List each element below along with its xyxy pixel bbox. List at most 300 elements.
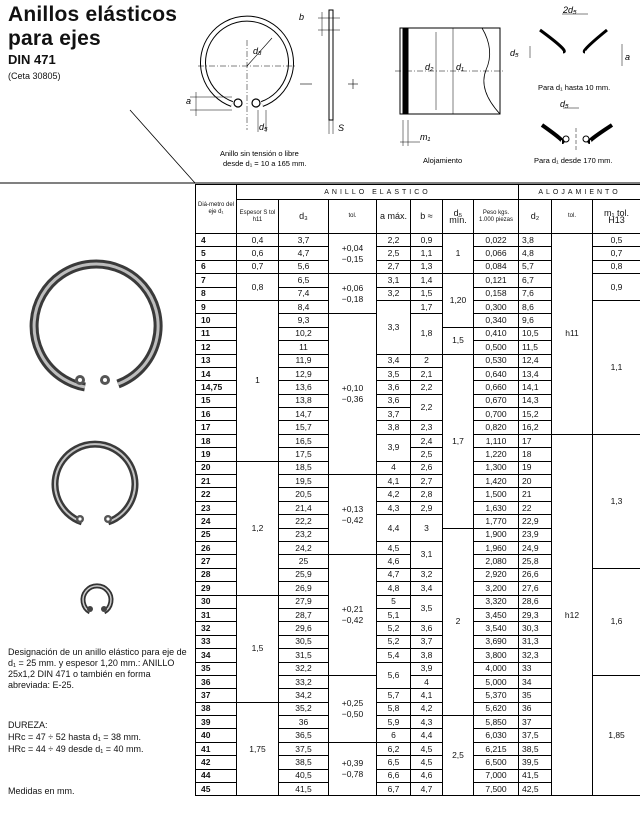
cell-b: 0,9 <box>411 234 443 247</box>
cell-b: 3,8 <box>411 649 443 662</box>
cell-a: 4,5 <box>377 541 411 554</box>
cell-d2: 25,8 <box>519 555 552 568</box>
cell-weight: 0,066 <box>474 247 519 260</box>
label-d5-large: d₅ <box>560 99 569 109</box>
cell-b: 1,8 <box>411 314 443 354</box>
cell-d3: 7,4 <box>279 287 329 300</box>
cell-d1: 19 <box>196 448 237 461</box>
cell-a: 3,3 <box>377 300 411 354</box>
header-d5: d₅ mín. <box>443 200 474 234</box>
cell-d2: 4,8 <box>519 247 552 260</box>
cell-b: 4,4 <box>411 729 443 742</box>
cell-d2: 33 <box>519 662 552 675</box>
cell-a: 5,2 <box>377 622 411 635</box>
cell-a: 2,7 <box>377 260 411 273</box>
cell-b: 3,9 <box>411 662 443 675</box>
cell-d1: 11 <box>196 327 237 340</box>
spec-table-body <box>196 234 640 796</box>
cell-d3: 6,5 <box>279 274 329 287</box>
cell-d2: 20 <box>519 475 552 488</box>
cell-m1: 1,85 <box>593 675 640 796</box>
cell-a: 3,6 <box>377 381 411 394</box>
cell-d3: 4,7 <box>279 247 329 260</box>
cell-b: 4,7 <box>411 783 443 796</box>
cell-d2: 41,5 <box>519 769 552 782</box>
cell-weight: 5,850 <box>474 716 519 729</box>
cell-d2: 8,6 <box>519 300 552 313</box>
cell-weight: 6,500 <box>474 756 519 769</box>
cell-d1: 38 <box>196 702 237 715</box>
cell-d3: 10,2 <box>279 327 329 340</box>
cell-d2: 35 <box>519 689 552 702</box>
cell-d3: 29,6 <box>279 622 329 635</box>
cell-b: 2,6 <box>411 461 443 474</box>
header-weight: Peso kgs. 1.000 piezas <box>474 200 519 234</box>
cell-m1: 1,6 <box>593 568 640 675</box>
title-line-1: Anillos elásticos <box>8 3 178 26</box>
cell-d3: 33,2 <box>279 675 329 688</box>
cell-a: 3,7 <box>377 408 411 421</box>
cell-d1: 16 <box>196 408 237 421</box>
ring-free-drawing <box>190 10 358 134</box>
header-housing: ALOJAMIENTO <box>519 185 640 200</box>
cell-d2: 12,4 <box>519 354 552 367</box>
cell-a: 4,4 <box>377 515 411 542</box>
cell-a: 4,1 <box>377 475 411 488</box>
cell-a: 4,8 <box>377 582 411 595</box>
cell-d1: 33 <box>196 635 237 648</box>
label-a: a <box>186 96 192 106</box>
cell-d1: 37 <box>196 689 237 702</box>
cell-b: 1,4 <box>411 274 443 287</box>
cell-weight: 5,000 <box>474 675 519 688</box>
cell-d2: 28,6 <box>519 595 552 608</box>
cell-d2: 22 <box>519 501 552 514</box>
cell-thickness: 0,4 <box>237 234 279 247</box>
label-b: b <box>299 12 305 22</box>
cell-b: 2,3 <box>411 421 443 434</box>
cell-d2: 21 <box>519 488 552 501</box>
header-d3: d₃ <box>279 200 329 234</box>
cell-d1: 42 <box>196 756 237 769</box>
cell-d1: 24 <box>196 515 237 528</box>
cell-a: 5 <box>377 595 411 608</box>
cell-tol: +0,39 −0,78 <box>329 742 377 796</box>
cell-a: 2,5 <box>377 247 411 260</box>
cell-b: 4 <box>411 675 443 688</box>
cell-d2: 37,5 <box>519 729 552 742</box>
cell-d3: 34,2 <box>279 689 329 702</box>
cell-b: 2,7 <box>411 475 443 488</box>
cell-a: 5,9 <box>377 716 411 729</box>
cell-a: 5,8 <box>377 702 411 715</box>
cell-d2: 30,3 <box>519 622 552 635</box>
cell-weight: 7,000 <box>474 769 519 782</box>
cell-d1: 41 <box>196 742 237 755</box>
cell-d1: 13 <box>196 354 237 367</box>
cell-d1: 7 <box>196 274 237 287</box>
cell-weight: 7,500 <box>474 783 519 796</box>
cell-m1: 1,1 <box>593 300 640 434</box>
cell-d3: 22,2 <box>279 515 329 528</box>
cell-a: 5,6 <box>377 662 411 689</box>
cell-b: 4,5 <box>411 742 443 755</box>
cell-m1: 0,9 <box>593 274 640 301</box>
cell-a: 4,7 <box>377 568 411 581</box>
cell-weight: 1,220 <box>474 448 519 461</box>
header-thickness: Espesor S tol h11 <box>237 200 279 234</box>
cell-d3: 12,9 <box>279 367 329 380</box>
cell-b: 3,1 <box>411 541 443 568</box>
cell-d2: 15,2 <box>519 408 552 421</box>
small-ring-photo <box>83 586 111 612</box>
cell-b: 3,4 <box>411 582 443 595</box>
cell-weight: 0,820 <box>474 421 519 434</box>
cell-d3: 31,5 <box>279 649 329 662</box>
hardness-line-2: HRc = 44 ÷ 49 desde d₁ = 40 mm. <box>8 744 144 754</box>
cell-d3: 9,3 <box>279 314 329 327</box>
cell-d1: 34 <box>196 649 237 662</box>
cell-d2: 42,5 <box>519 783 552 796</box>
cell-weight: 0,500 <box>474 341 519 354</box>
cell-d3: 13,6 <box>279 381 329 394</box>
header-tol: tol. <box>329 200 377 234</box>
cell-d3: 32,2 <box>279 662 329 675</box>
cell-a: 6,6 <box>377 769 411 782</box>
cell-d1: 28 <box>196 568 237 581</box>
cell-weight: 0,410 <box>474 327 519 340</box>
cell-d1: 25 <box>196 528 237 541</box>
cell-b: 3 <box>411 515 443 542</box>
cell-d2: 38,5 <box>519 742 552 755</box>
cell-d1: 23 <box>196 501 237 514</box>
header-m1: m₁ tol. H13 <box>593 200 640 234</box>
cell-d1: 15 <box>196 394 237 407</box>
cell-d1: 26 <box>196 541 237 554</box>
header-diameter: Diá-metro del eje d₁ <box>196 185 237 234</box>
cell-d3: 40,5 <box>279 769 329 782</box>
cell-b: 1,3 <box>411 260 443 273</box>
designation-note: Designación de un anillo elástico para eje de d₁ = 25 mm. y espesor 1,20 mm.: ANILLO 25x1,2 DIN 471 o también en forma abreviada: E-25. <box>8 647 187 690</box>
table-row <box>196 234 640 247</box>
cell-d3: 18,5 <box>279 461 329 474</box>
cell-d3: 30,5 <box>279 635 329 648</box>
cell-weight: 1,900 <box>474 528 519 541</box>
cell-d3: 28,7 <box>279 608 329 621</box>
cell-b: 2,9 <box>411 501 443 514</box>
cell-d1: 20 <box>196 461 237 474</box>
cell-weight: 0,670 <box>474 394 519 407</box>
cell-d2: 9,6 <box>519 314 552 327</box>
cell-d1: 39 <box>196 716 237 729</box>
cell-d2: 13,4 <box>519 367 552 380</box>
ring-caption-2: desde d₁ = 10 a 165 mm. <box>223 159 307 168</box>
cell-b: 2,8 <box>411 488 443 501</box>
cell-weight: 3,320 <box>474 595 519 608</box>
cell-m1: 0,7 <box>593 247 640 260</box>
cell-d3: 14,7 <box>279 408 329 421</box>
technical-drawings <box>0 0 640 184</box>
cell-tol: +0,21 −0,42 <box>329 555 377 676</box>
cell-a: 4,6 <box>377 555 411 568</box>
cell-d3: 23,2 <box>279 528 329 541</box>
cell-d2: 10,5 <box>519 327 552 340</box>
cell-thickness: 1,2 <box>237 461 279 595</box>
cell-weight: 0,158 <box>474 287 519 300</box>
cell-b: 1,7 <box>411 300 443 313</box>
cell-b: 2,4 <box>411 434 443 447</box>
cell-a: 5,2 <box>377 635 411 648</box>
header-tol2: tol. <box>552 200 593 234</box>
cell-d1: 31 <box>196 608 237 621</box>
cell-d1: 6 <box>196 260 237 273</box>
cell-b: 2,2 <box>411 394 443 421</box>
cell-weight: 1,500 <box>474 488 519 501</box>
cell-weight: 3,450 <box>474 608 519 621</box>
cell-d1: 18 <box>196 434 237 447</box>
hardness-note <box>8 719 188 755</box>
cell-a: 6,5 <box>377 756 411 769</box>
cell-a: 3,5 <box>377 367 411 380</box>
ring-caption-1: Anillo sin tensión o libre <box>220 149 299 158</box>
cell-d2: 7,6 <box>519 287 552 300</box>
housing-drawing <box>395 28 505 146</box>
cell-d2: 34 <box>519 675 552 688</box>
cell-a: 4,3 <box>377 501 411 514</box>
cell-b: 1,1 <box>411 247 443 260</box>
label-a-small: a <box>625 52 631 62</box>
cell-d3: 25,9 <box>279 568 329 581</box>
cell-d2: 36 <box>519 702 552 715</box>
cell-d2: 14,3 <box>519 394 552 407</box>
label-d5-small: d₅ <box>510 48 519 58</box>
cell-d1: 40 <box>196 729 237 742</box>
housing-caption: Alojamiento <box>423 156 463 165</box>
cell-d5: 2,5 <box>443 716 474 796</box>
cell-d2: 29,3 <box>519 608 552 621</box>
cell-d1: 8 <box>196 287 237 300</box>
large-ring-caption: Para d₁ desde 170 mm. <box>534 156 613 165</box>
cell-a: 5,7 <box>377 689 411 702</box>
cell-d2: 18 <box>519 448 552 461</box>
cell-d1: 21 <box>196 475 237 488</box>
cell-d2: 31,3 <box>519 635 552 648</box>
cell-weight: 1,770 <box>474 515 519 528</box>
large-ring-drawing <box>542 108 612 150</box>
cell-tol: +0,10 −0,36 <box>329 314 377 475</box>
title-line-2: para ejes <box>8 27 101 50</box>
cell-d5: 2 <box>443 528 474 715</box>
cell-weight: 5,620 <box>474 702 519 715</box>
cell-d1: 10 <box>196 314 237 327</box>
cell-d1: 5 <box>196 247 237 260</box>
cell-weight: 0,530 <box>474 354 519 367</box>
cell-d3: 35,2 <box>279 702 329 715</box>
cell-thickness: 0,6 <box>237 247 279 260</box>
cell-d3: 3,7 <box>279 234 329 247</box>
large-ring-photo <box>34 264 158 387</box>
cell-a: 3,9 <box>377 434 411 461</box>
cell-weight: 5,370 <box>474 689 519 702</box>
header-b: b ≈ <box>411 200 443 234</box>
small-ring-caption: Para d₁ hasta 10 mm. <box>538 83 611 92</box>
cell-d3: 16,5 <box>279 434 329 447</box>
cell-d3: 20,5 <box>279 488 329 501</box>
cell-a: 4,2 <box>377 488 411 501</box>
cell-d3: 24,2 <box>279 541 329 554</box>
cell-d3: 27,9 <box>279 595 329 608</box>
cell-d3: 37,5 <box>279 742 329 755</box>
cell-b: 2,5 <box>411 448 443 461</box>
cell-d3: 17,5 <box>279 448 329 461</box>
label-d3: d₃ <box>253 46 262 56</box>
cell-thickness: 0,8 <box>237 274 279 301</box>
header-a: a máx. <box>377 200 411 234</box>
cell-d1: 14,75 <box>196 381 237 394</box>
label-d1: d₁ <box>456 62 464 72</box>
cell-weight: 3,540 <box>474 622 519 635</box>
cell-d3: 26,9 <box>279 582 329 595</box>
label-2d5: 2d₅ <box>563 5 577 15</box>
cell-weight: 6,215 <box>474 742 519 755</box>
cell-weight: 0,660 <box>474 381 519 394</box>
cell-weight: 1,300 <box>474 461 519 474</box>
cell-b: 4,3 <box>411 716 443 729</box>
cell-a: 5,1 <box>377 608 411 621</box>
cell-weight: 0,084 <box>474 260 519 273</box>
cell-d2: 37 <box>519 716 552 729</box>
cell-a: 6,7 <box>377 783 411 796</box>
cell-d3: 15,7 <box>279 421 329 434</box>
cell-weight: 3,800 <box>474 649 519 662</box>
cell-a: 3,6 <box>377 394 411 407</box>
cell-d1: 14 <box>196 367 237 380</box>
cell-weight: 0,300 <box>474 300 519 313</box>
cell-m1: 1,3 <box>593 434 640 568</box>
label-m1: m₁ <box>420 132 431 142</box>
cell-a: 3,1 <box>377 274 411 287</box>
cell-b: 4,5 <box>411 756 443 769</box>
cell-a: 3,4 <box>377 354 411 367</box>
cell-weight: 0,340 <box>474 314 519 327</box>
leader-line <box>130 110 195 183</box>
cell-d2: 27,6 <box>519 582 552 595</box>
cell-b: 1,5 <box>411 287 443 300</box>
cell-b: 3,6 <box>411 622 443 635</box>
cell-thickness: 1 <box>237 300 279 461</box>
medium-ring-photo <box>55 444 135 523</box>
cell-weight: 1,960 <box>474 541 519 554</box>
cell-a: 2,2 <box>377 234 411 247</box>
cell-d2: 19 <box>519 461 552 474</box>
cell-d3: 25 <box>279 555 329 568</box>
cell-thickness: 1,75 <box>237 702 279 796</box>
cell-d1: 27 <box>196 555 237 568</box>
cell-d3: 11,9 <box>279 354 329 367</box>
small-ring-drawing <box>530 14 622 66</box>
cell-d1: 44 <box>196 769 237 782</box>
cell-d1: 17 <box>196 421 237 434</box>
cell-m1: 0,5 <box>593 234 640 247</box>
cell-weight: 0,700 <box>474 408 519 421</box>
cell-a: 6 <box>377 729 411 742</box>
cell-d1: 35 <box>196 662 237 675</box>
cell-tol: +0,25 −0,50 <box>329 675 377 742</box>
cell-weight: 0,640 <box>474 367 519 380</box>
cell-d1: 30 <box>196 595 237 608</box>
label-s: S <box>338 123 345 133</box>
cell-a: 3,2 <box>377 287 411 300</box>
spec-table <box>195 184 640 796</box>
cell-d2: 17 <box>519 434 552 447</box>
header-d2: d₂ <box>519 200 552 234</box>
cell-weight: 0,022 <box>474 234 519 247</box>
cell-b: 3,7 <box>411 635 443 648</box>
cell-d5: 1 <box>443 234 474 274</box>
cell-d5: 1,20 <box>443 274 474 328</box>
cell-tol: +0,13 −0,42 <box>329 475 377 555</box>
cell-d1: 22 <box>196 488 237 501</box>
cell-weight: 2,080 <box>474 555 519 568</box>
cell-weight: 3,690 <box>474 635 519 648</box>
cell-d5: 1,7 <box>443 354 474 528</box>
cell-weight: 3,200 <box>474 582 519 595</box>
cell-tol2: h12 <box>552 434 593 796</box>
cell-d2: 3,8 <box>519 234 552 247</box>
cell-b: 3,2 <box>411 568 443 581</box>
cell-d1: 4 <box>196 234 237 247</box>
cell-b: 4,6 <box>411 769 443 782</box>
cell-d2: 24,9 <box>519 541 552 554</box>
cell-d2: 26,6 <box>519 568 552 581</box>
units-note: Medidas en mm. <box>8 786 75 796</box>
cell-d1: 29 <box>196 582 237 595</box>
cell-weight: 1,110 <box>474 434 519 447</box>
cell-d2: 11,5 <box>519 341 552 354</box>
cell-weight: 4,000 <box>474 662 519 675</box>
cell-d2: 32,3 <box>519 649 552 662</box>
cell-m1: 0,8 <box>593 260 640 273</box>
cell-weight: 6,030 <box>474 729 519 742</box>
cell-b: 2,2 <box>411 381 443 394</box>
cell-d3: 38,5 <box>279 756 329 769</box>
cell-d2: 5,7 <box>519 260 552 273</box>
ring-photos <box>0 184 195 644</box>
cell-weight: 2,920 <box>474 568 519 581</box>
hardness-line-1: HRc = 47 ÷ 52 hasta d₁ = 38 mm. <box>8 732 142 742</box>
cell-d1: 32 <box>196 622 237 635</box>
cell-b: 2,1 <box>411 367 443 380</box>
cell-d3: 36,5 <box>279 729 329 742</box>
cell-d3: 19,5 <box>279 475 329 488</box>
cell-weight: 0,121 <box>474 274 519 287</box>
cell-d3: 21,4 <box>279 501 329 514</box>
cell-d2: 22,9 <box>519 515 552 528</box>
standard-label: DIN 471 <box>8 52 56 67</box>
cell-tol: +0,06 −0,18 <box>329 274 377 314</box>
hardness-title: DUREZA: <box>8 720 48 730</box>
header-ring: ANILLO ELASTICO <box>237 185 519 200</box>
cell-d3: 8,4 <box>279 300 329 313</box>
cell-b: 3,5 <box>411 595 443 622</box>
cell-b: 4,1 <box>411 689 443 702</box>
cell-d2: 6,7 <box>519 274 552 287</box>
cell-d2: 39,5 <box>519 756 552 769</box>
cell-d3: 11 <box>279 341 329 354</box>
cell-d3: 41,5 <box>279 783 329 796</box>
cell-thickness: 1,5 <box>237 595 279 702</box>
cell-d2: 23,9 <box>519 528 552 541</box>
